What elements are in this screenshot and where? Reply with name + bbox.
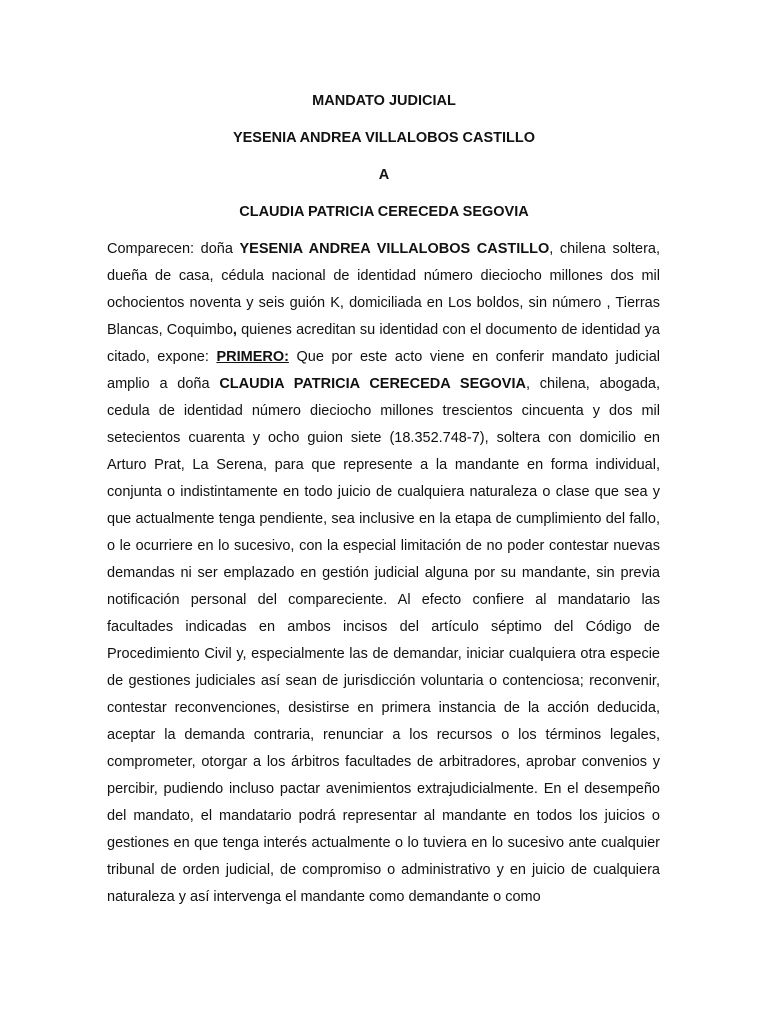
attorney-name: CLAUDIA PATRICIA CERECEDA SEGOVIA xyxy=(219,376,526,392)
body-text-segment: , chilena soltera, dueña de casa, cédula nacional de identidad número dieciocho millones dos mil ochocientos noventa y seis guión K, domiciliada en Los boldos, sin número , Tierras Blancas, Coquimbo xyxy=(107,241,661,338)
body-text-segment: Comparecen: doña xyxy=(107,241,240,257)
grantor-name-heading: YESENIA ANDREA VILLALOBOS CASTILLO xyxy=(232,130,536,146)
clause-primero-label: PRIMERO: xyxy=(216,349,289,365)
mandate-body-paragraph xyxy=(107,236,660,911)
body-text-segment: Que por este acto viene en conferir mandato judicial amplio a doña xyxy=(107,349,660,392)
body-text-segment: quienes acreditan su identidad con el documento de identidad ya citado, expone: xyxy=(107,322,660,365)
grantor-name: YESENIA ANDREA VILLALOBOS CASTILLO xyxy=(239,241,550,257)
attorney-name-heading: CLAUDIA PATRICIA CERECEDA SEGOVIA xyxy=(239,204,529,220)
document-title: MANDATO JUDICIAL xyxy=(312,93,456,109)
body-text-segment: , chilena, abogada, cedula de identidad número dieciocho millones trescientos cincuenta y dos mil setecientos cuarenta y ocho guion siete (18.352.748-7), soltera con domicilio en Arturo Prat, La Serena, para que represente a la mandante en forma individual, conjunta o indistintamente en todo juicio de cualquiera naturaleza o clase que sea y que actualmente tenga pendiente, sea inclusive en la etapa de cumplimiento del fallo, o le ocurriere en lo sucesivo, con la especial limitación de no poder contestar nuevas demandas ni ser emplazado en gestión judicial alguna por su mandante, sin previa notificación personal del compareciente. Al efecto confiere al mandatario las facultades indicadas en ambos incisos del artículo séptimo del Código de Procedimiento Civil y, especialmente las de demandar, iniciar cualquiera otra especie de gestiones judiciales así sean de jurisdicción voluntaria o contenciosa; reconvenir, contestar reconvenciones, desistirse en primera instancia de la acción deducida, aceptar la demanda contraria, renunciar a los recursos o los términos legales, comprometer, otorgar a los árbitros facultades de arbitradores, aprobar convenios y percibir, pudiendo incluso pactar avenimientos extrajudicialmente. En el desempeño del mandato, el mandatario podrá representar al mandante en todos los juicios o gestiones en que tenga interés actualmente o lo tuviera en lo sucesivo ante cualquier tribunal de orden judicial, de compromiso o administrativo y en juicio de cualquiera naturaleza y así intervenga el mandante como demandante o como xyxy=(107,376,660,905)
conjunction-heading: A xyxy=(378,167,390,183)
bold-comma: , xyxy=(232,322,237,338)
